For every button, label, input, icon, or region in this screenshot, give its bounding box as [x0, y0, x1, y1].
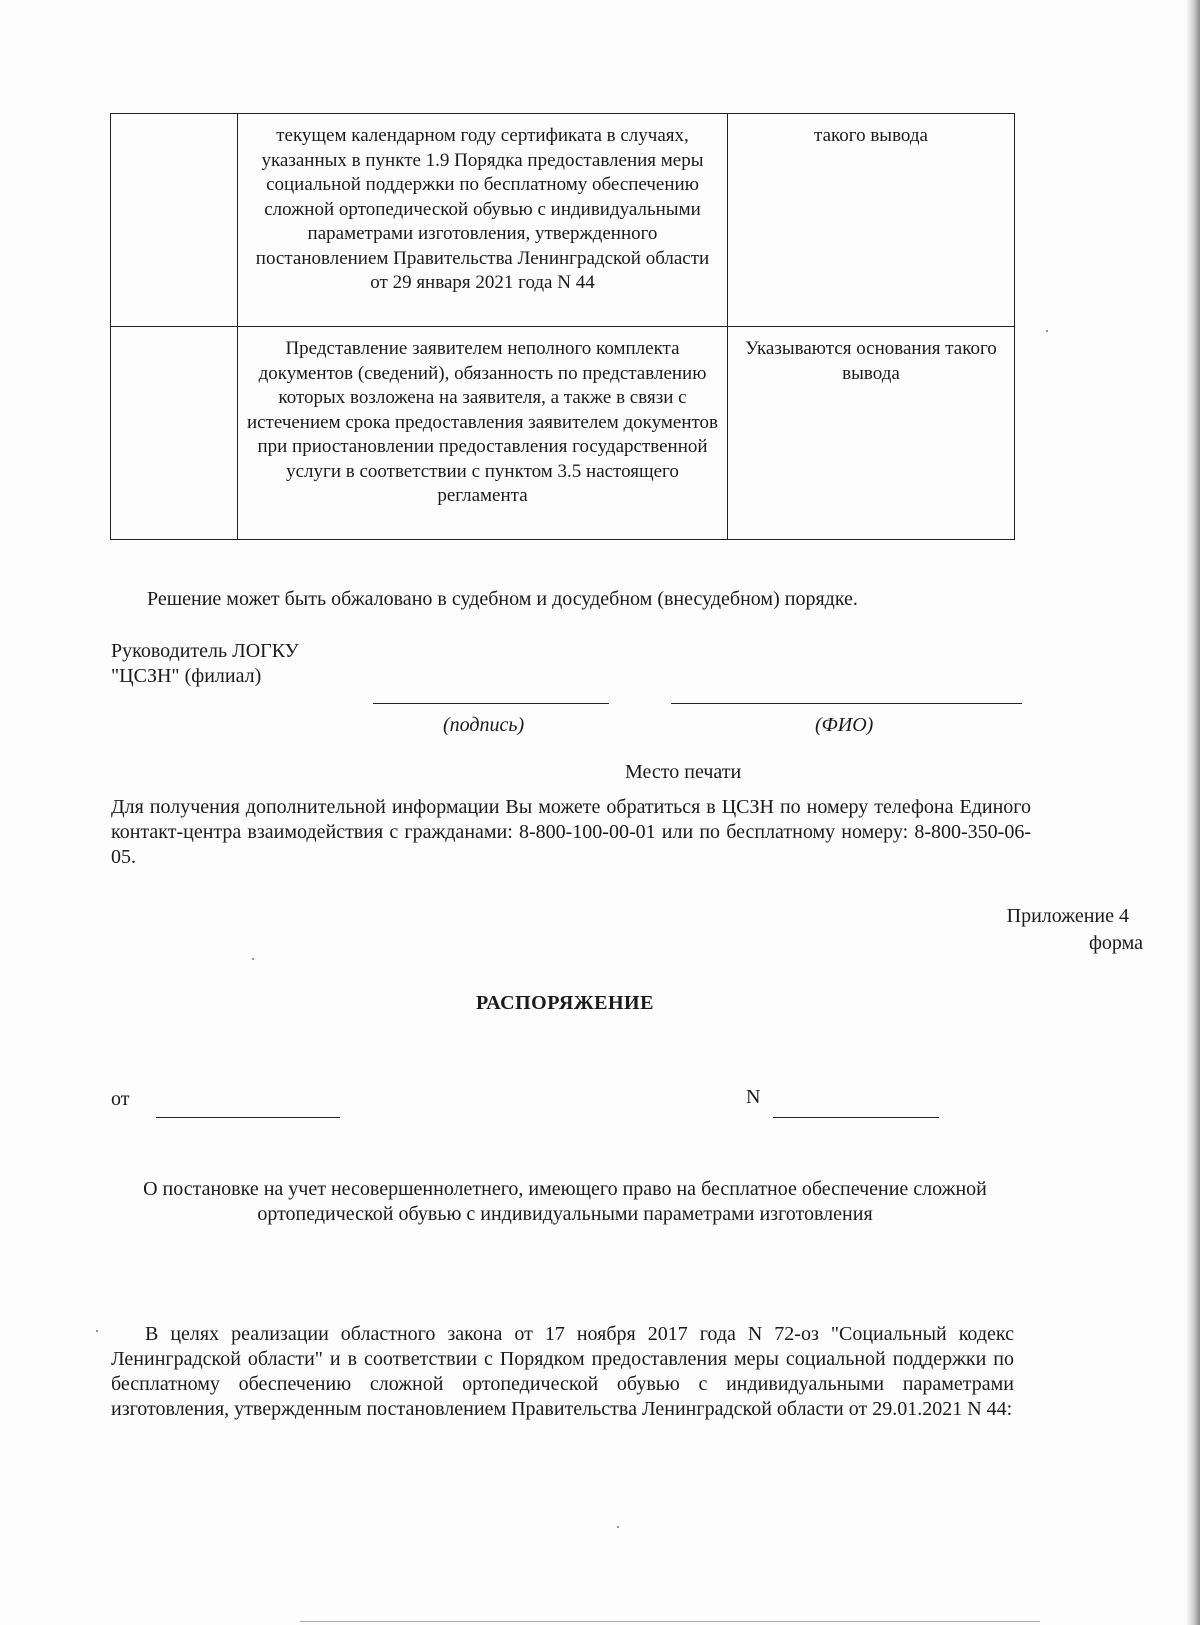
- table-cell-number: [111, 114, 238, 327]
- number-label: N: [746, 1086, 761, 1108]
- order-body-paragraph: В целях реализации областного закона от 17 ноября 2017 года N 72-оз "Социальный кодекс Ленинградской области" и в соответствии с Порядком предоставления меры социальной поддержки по бесплатному обеспечению сложной ортопедической обувью с индивидуальными параметрами изготовления, утвержденным постановлением Правительства Ленинградской области от 29.01.2021 N 44:: [111, 1323, 1014, 1420]
- fio-line: [671, 703, 1022, 704]
- date-blank-line: [156, 1117, 340, 1118]
- table-cell-explanation: Указываются основания такого вывода: [728, 327, 1015, 540]
- table-cell-ground: текущем календарном году сертификата в случаях, указанных в пункте 1.9 Порядка предоставления меры социальной поддержки по бесплатному обеспечению сложной ортопедической обувью с индивидуальными параметрами изготовления, утвержденного постановлением Правительства Ленинградской области от 29 января 2021 года N 44: [238, 114, 728, 327]
- number-blank-line: [773, 1117, 939, 1118]
- signature-caption: (подпись): [443, 714, 525, 736]
- table-row: [111, 114, 1015, 327]
- order-heading: РАСПОРЯЖЕНИЕ: [476, 992, 654, 1014]
- appeal-note: Решение может быть обжаловано в судебном и досудебном (внесудебном) порядке.: [147, 588, 858, 610]
- contact-info: Для получения дополнительной информации Вы можете обратиться в ЦСЗН по номеру телефона Единого контакт-центра взаимодействия с гражданами: 8-800-100-00-01 или по бесплатному номеру: 8-800-350-06-05.: [111, 796, 1031, 868]
- grounds-table: [110, 113, 1015, 540]
- annex-form-label: форма: [1088, 932, 1143, 954]
- scan-bottom-edge: [300, 1621, 1040, 1622]
- table-cell-explanation: такого вывода: [728, 114, 1015, 327]
- scan-speck: [96, 1330, 98, 1332]
- table-row: [111, 327, 1015, 540]
- head-title: Руководитель ЛОГКУ: [111, 640, 299, 662]
- date-label: от: [111, 1088, 130, 1110]
- table-cell-ground: Представление заявителем неполного комплекта документов (сведений), обязанность по представлению которых возложена на заявителя, а также в связи с истечением срока предоставления заявителем документов при приостановлении предоставления государственной услуги в соответствии с пунктом 3.5 настоящего регламента: [238, 327, 728, 540]
- scan-speck: [252, 958, 254, 960]
- signature-line: [373, 703, 609, 704]
- stamp-place-label: Место печати: [625, 761, 742, 783]
- table-cell-number: [111, 327, 238, 540]
- head-organization: "ЦСЗН" (филиал): [111, 665, 262, 687]
- scan-speck: [1046, 330, 1048, 332]
- annex-number: Приложение 4: [1006, 905, 1129, 927]
- scan-speck: [617, 1526, 619, 1528]
- scan-edge-shadow: [1186, 0, 1200, 1625]
- fio-caption: (ФИО): [815, 714, 874, 736]
- order-subject: О постановке на учет несовершеннолетнего, имеющего право на бесплатное обеспечение сложной ортопедической обувью с индивидуальными параметрами изготовления: [143, 1178, 987, 1225]
